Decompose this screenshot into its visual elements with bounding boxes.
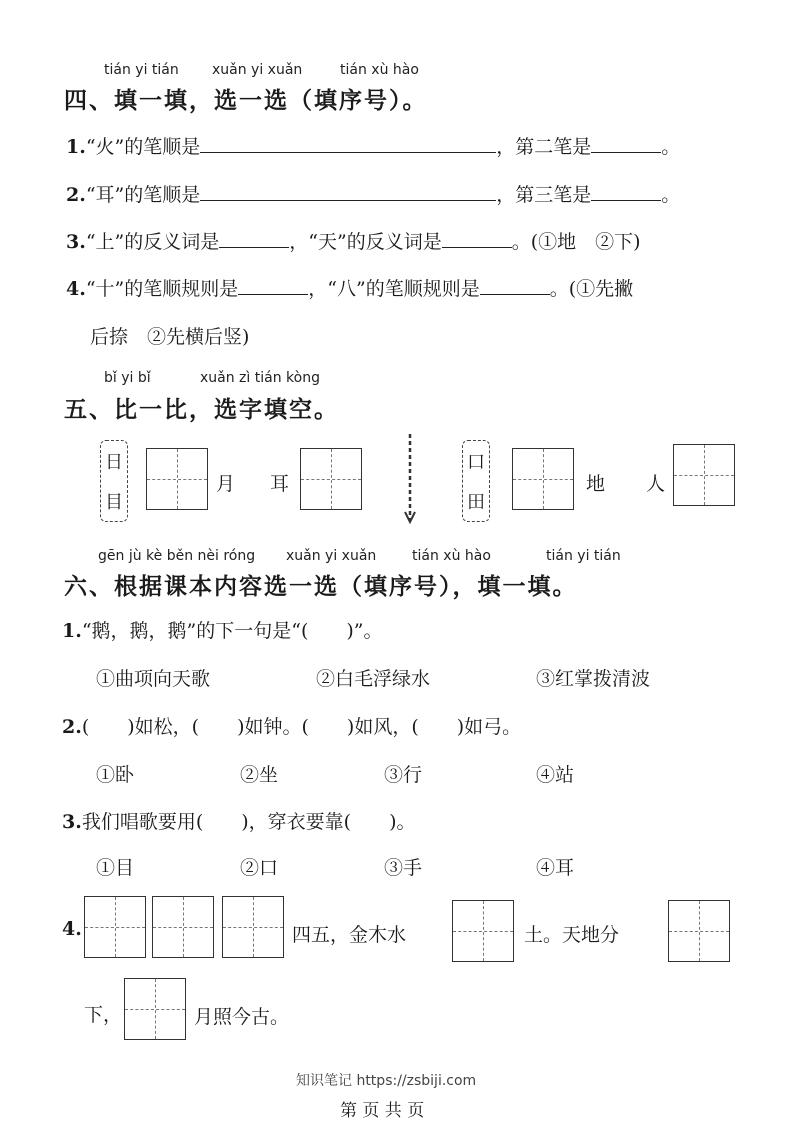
q-number: 4.: [66, 278, 86, 300]
tianzige-box[interactable]: [452, 900, 514, 962]
char-word: 月: [216, 473, 236, 495]
s4-pinyin-2: xuǎn yi xuǎn: [212, 62, 303, 78]
q-text: “上”的反义词是: [85, 231, 220, 253]
tianzige-box[interactable]: [146, 448, 208, 510]
s6-pinyin-4: tián yi tián: [546, 548, 621, 564]
char-word: 人: [646, 473, 666, 495]
option[interactable]: ①曲项向天歌: [96, 668, 211, 690]
q-text: ，第三笔是: [496, 184, 592, 206]
char-pair-2: [462, 440, 490, 522]
s4-q1: [66, 132, 680, 159]
q-text: 。(①先撇: [549, 278, 634, 300]
tianzige-box[interactable]: [300, 448, 362, 510]
s6-q2: [62, 712, 521, 739]
q-number: 3.: [66, 231, 86, 253]
q-text: 我们唱歌要用( )，穿衣要靠( )。: [81, 811, 416, 833]
s6-q3: [62, 807, 416, 834]
q-text: 月照今古。: [194, 1006, 290, 1028]
s4-pinyin-1: tián yi tián: [104, 62, 179, 78]
char-choice: 日: [105, 452, 123, 473]
s6-pinyin-2: xuǎn yi xuǎn: [286, 548, 377, 564]
char-word: 地: [586, 473, 606, 495]
s6-q1: [62, 616, 383, 643]
char-choice: 口: [467, 452, 485, 473]
s5-pinyin-1: bǐ yi bǐ: [104, 370, 151, 386]
q-number: 2.: [62, 716, 82, 738]
s6-pinyin-1: gēn jù kè běn nèi róng: [98, 548, 256, 564]
s6-title: 六、根据课本内容选一选（填序号），填一填。: [64, 574, 578, 600]
option[interactable]: ④耳: [536, 857, 575, 879]
s4-pinyin-3: tián xù hào: [340, 62, 419, 78]
q-text: 。: [661, 184, 681, 206]
q-text: 下，: [84, 1004, 123, 1026]
tianzige-box[interactable]: [124, 978, 186, 1040]
q-text: “火”的笔顺是: [85, 136, 201, 158]
option[interactable]: ③行: [384, 764, 423, 786]
answer-blank[interactable]: [200, 132, 496, 153]
q-number: 3.: [62, 811, 82, 833]
q-number: 2.: [66, 184, 86, 206]
answer-blank[interactable]: [591, 132, 661, 153]
option[interactable]: ②白毛浮绿水: [316, 668, 431, 690]
answer-blank[interactable]: [200, 180, 496, 201]
tianzige-box[interactable]: [673, 444, 735, 506]
option[interactable]: ④站: [536, 764, 575, 786]
char-choice: 目: [105, 492, 123, 513]
q-text: 。: [661, 136, 681, 158]
tianzige-box[interactable]: [222, 896, 284, 958]
char-choice: 田: [467, 492, 485, 513]
s5-pinyin-2: xuǎn zì tián kòng: [200, 370, 320, 386]
q-number: 1.: [66, 136, 86, 158]
answer-blank[interactable]: [591, 180, 661, 201]
answer-blank[interactable]: [219, 227, 289, 248]
tianzige-box[interactable]: [152, 896, 214, 958]
divider-arrow: [402, 432, 418, 524]
q-text: 。(①地 ②下): [511, 231, 641, 253]
s6-pinyin-3: tián xù hào: [412, 548, 491, 564]
q-text: “耳”的笔顺是: [85, 184, 201, 206]
q-number: 1.: [62, 620, 82, 642]
q-text: ，“八”的笔顺规则是: [308, 278, 480, 300]
q-text: ，第二笔是: [496, 136, 592, 158]
tianzige-box[interactable]: [512, 448, 574, 510]
tianzige-box[interactable]: [668, 900, 730, 962]
q-text: ( )如松，( )如钟。( )如风，( )如弓。: [81, 716, 522, 738]
answer-blank[interactable]: [480, 274, 550, 295]
s4-q3: [66, 227, 641, 254]
char-word: 耳: [270, 473, 290, 495]
s4-q4-continued: 后捺 ②先横后竖): [90, 326, 250, 348]
q-text: 土。天地分: [524, 924, 620, 946]
s4-q2: [66, 180, 680, 207]
s4-title: 四、填一填，选一选（填序号）。: [64, 88, 428, 114]
q-text: “十”的笔顺规则是: [85, 278, 239, 300]
watermark-site: 知识笔记 https://zsbiji.com: [296, 1073, 477, 1089]
answer-blank[interactable]: [442, 227, 512, 248]
s5-title: 五、比一比，选字填空。: [64, 397, 339, 423]
option[interactable]: ①卧: [96, 764, 135, 786]
q-number: 4.: [62, 918, 82, 940]
option[interactable]: ③手: [384, 857, 423, 879]
q-text: “鹅，鹅，鹅”的下一句是“( )”。: [81, 620, 383, 642]
char-pair-1: [100, 440, 128, 522]
option[interactable]: ③红掌拨清波: [536, 668, 651, 690]
s4-q4: [66, 274, 633, 301]
q-text: ，“天”的反义词是: [289, 231, 442, 253]
tianzige-box[interactable]: [84, 896, 146, 958]
page-number: 第 页 共 页: [340, 1101, 425, 1121]
q-text: 四五，金木水: [292, 924, 407, 946]
option[interactable]: ②坐: [240, 764, 279, 786]
answer-blank[interactable]: [238, 274, 308, 295]
option[interactable]: ①目: [96, 857, 135, 879]
option[interactable]: ②口: [240, 857, 279, 879]
